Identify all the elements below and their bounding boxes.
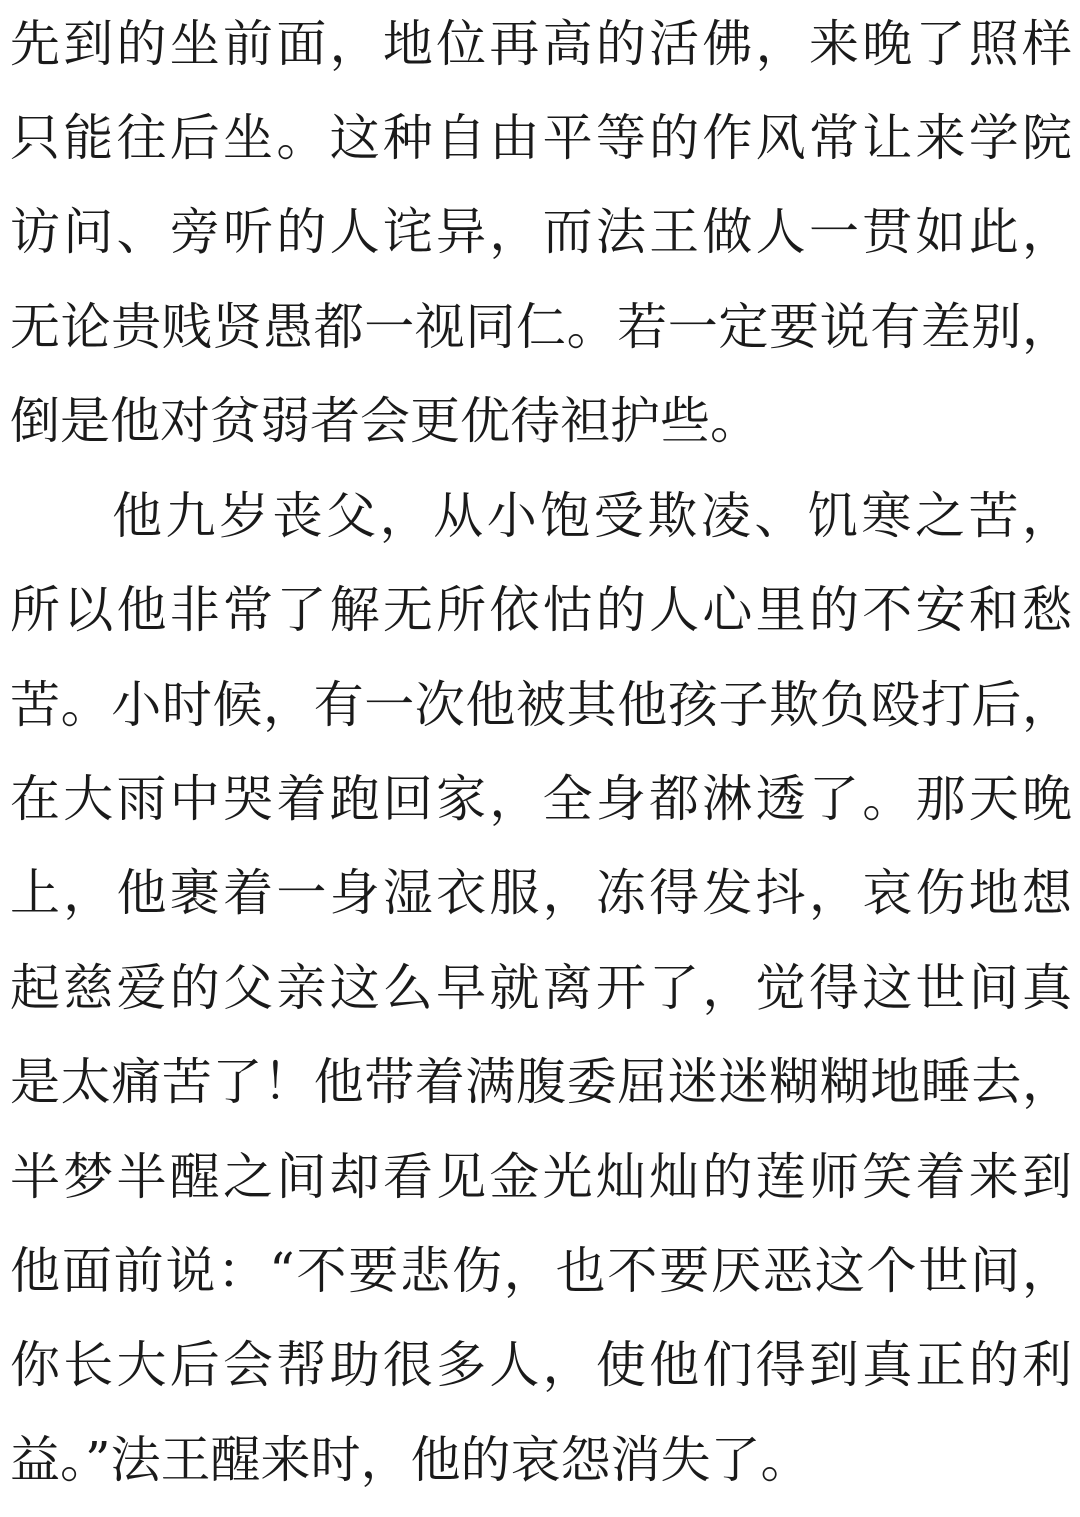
text-line-14: 他面前说：“不要悲伤，也不要厌恶这个世间， — [10, 1242, 1072, 1300]
text-line-8: 苦。小时候，有一次他被其他孩子欺负殴打后， — [10, 676, 1072, 734]
text-line-16: 益。”法王醒来时，他的哀怨消失了。 — [10, 1431, 811, 1489]
text-line-1: 先到的坐前面，地位再高的活佛，来晚了照样 — [10, 15, 1072, 73]
text-line-3: 访问、旁听的人诧异，而法王做人一贯如此， — [10, 203, 1072, 261]
text-line-13: 半梦半醒之间却看见金光灿灿的莲师笑着来到 — [10, 1148, 1072, 1206]
text-line-12: 是太痛苦了！他带着满腹委屈迷迷糊糊地睡去， — [10, 1053, 1072, 1111]
text-line-15: 你长大后会帮助很多人，使他们得到真正的利 — [10, 1336, 1072, 1394]
text-line-5: 倒是他对贫弱者会更优待袒护些。 — [10, 392, 760, 450]
text-line-11: 起慈爱的父亲这么早就离开了，觉得这世间真 — [10, 959, 1072, 1017]
text-line-7: 所以他非常了解无所依怙的人心里的不安和愁 — [10, 581, 1072, 639]
text-line-10: 上，他裹着一身湿衣服，冻得发抖，哀伤地想 — [10, 864, 1072, 922]
text-line-6: 他九岁丧父，从小饱受欺凌、饥寒之苦， — [112, 487, 1072, 545]
text-line-2: 只能往后坐。这种自由平等的作风常让来学院 — [10, 109, 1072, 167]
text-line-4: 无论贵贱贤愚都一视同仁。若一定要说有差别， — [10, 298, 1072, 356]
text-line-9: 在大雨中哭着跑回家，全身都淋透了。那天晚 — [10, 770, 1072, 828]
